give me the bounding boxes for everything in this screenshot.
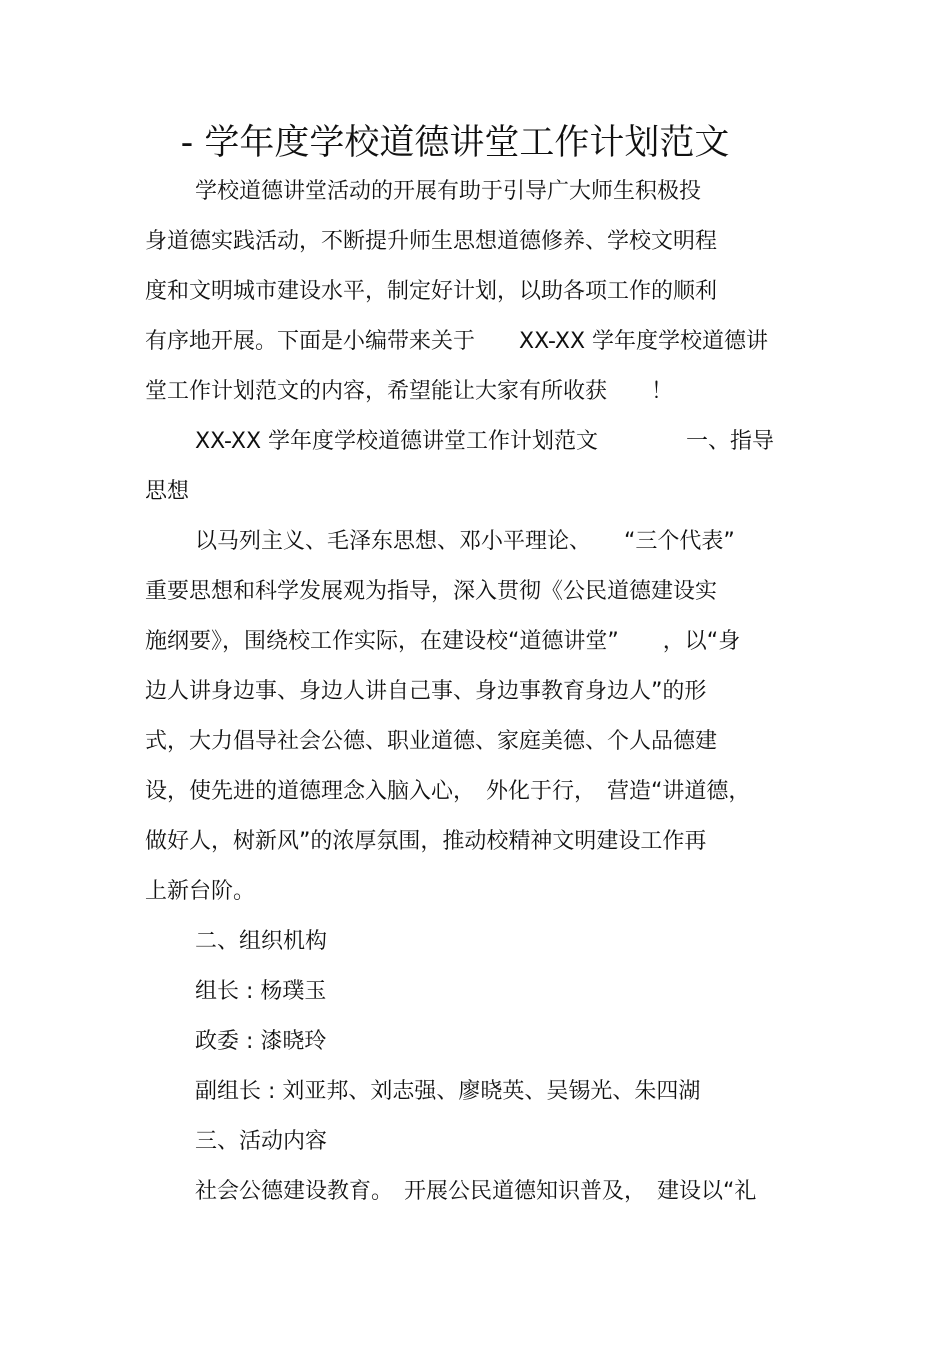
paragraph-line: 上新台阶。 [145,879,256,904]
paragraph-line: 以马列主义、毛泽东思想、邓小平理论、 “三个代表” [195,529,735,554]
paragraph-line: 度和文明城市建设水平，制定好计划，以助各项工作的顺利 [145,279,718,304]
paragraph-line: 式，大力倡导社会公德、职业道德、家庭美德、个人品德建 [145,729,718,754]
section-heading: 三、活动内容 [195,1129,328,1154]
paragraph-line: 学校道德讲堂活动的开展有助于引导广大师生积极投 [195,179,702,204]
section-heading-line: XX-XX 学年度学校道德讲堂工作计划范文 一、指导 [195,429,775,454]
paragraph-line: 重要思想和科学发展观为指导，深入贯彻《公民道德建设实 [145,579,718,604]
paragraph-line: 施纲要》，围绕校工作实际，在建设校“道德讲堂” ，以“身 [145,629,741,654]
list-item: 组长 : 杨璞玉 [195,979,327,1004]
list-item: 副组长 : 刘亚邦、刘志强、廖晓英、吴锡光、朱四湖 [195,1079,701,1104]
document-title: - 学年度学校道德讲堂工作计划范文 [180,123,730,163]
paragraph-line: 有序地开展。下面是小编带来关于 XX-XX 学年度学校道德讲 [145,329,769,354]
section-heading: 二、组织机构 [195,929,328,954]
paragraph-line: 做好人，树新风”的浓厚氛围，推动校精神文明建设工作再 [145,829,707,854]
paragraph-line: 边人讲身边事、身边人讲自己事、身边事教育身边人”的形 [145,679,707,704]
paragraph-line: 堂工作计划范文的内容，希望能让大家有所收获 ！ [145,379,674,404]
list-item: 政委 : 漆晓玲 [195,1029,327,1054]
paragraph-line: 社会公德建设教育。 开展公民道德知识普及， 建设以“礼 [195,1179,757,1204]
paragraph-line: 身道德实践活动，不断提升师生思想道德修养、学校文明程 [145,229,718,254]
paragraph-line: 设，使先进的道德理念入脑入心， 外化于行， 营造“讲道德， [145,779,751,804]
section-heading-line: 思想 [145,479,190,504]
